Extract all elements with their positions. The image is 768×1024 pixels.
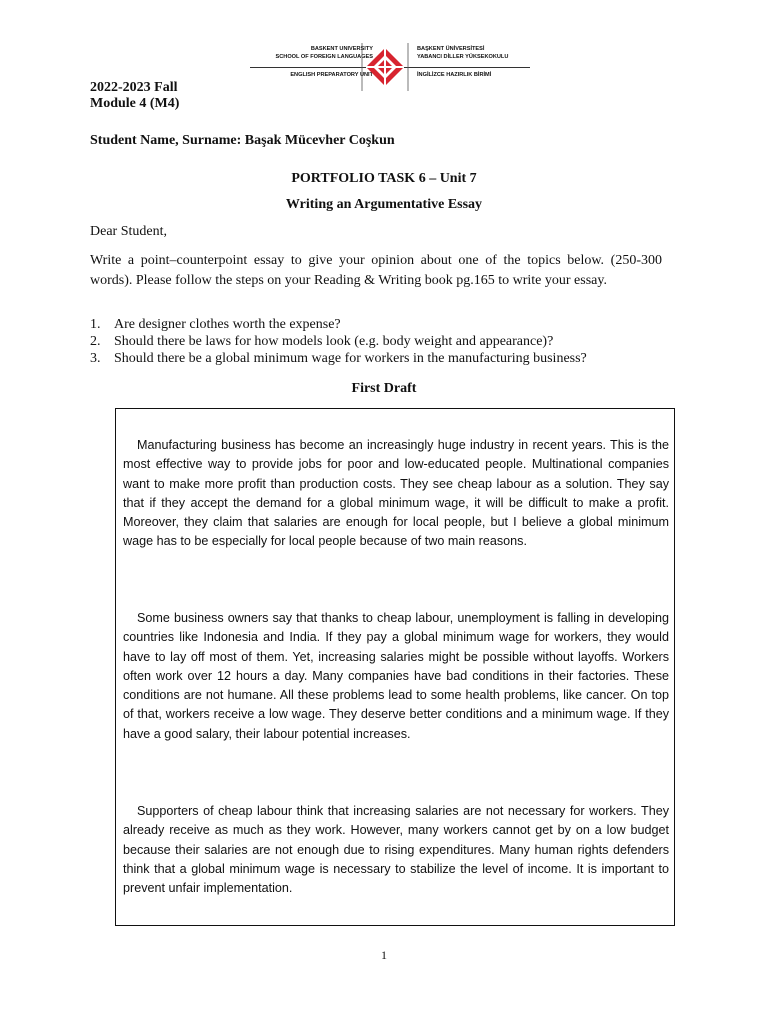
salutation: Dear Student,: [90, 224, 167, 239]
topic-text: Should there be laws for how models look (e.g. body weight and appearance)?: [114, 334, 554, 349]
topic-number: 2.: [90, 334, 101, 349]
university-name-tr: BAŞKENT ÜNİVERSİTESİ: [417, 46, 485, 52]
unit-name-en: ENGLISH PREPARATORY UNIT: [290, 72, 373, 78]
page-number: 1: [381, 948, 387, 962]
list-item: [90, 333, 680, 350]
student-name: Student Name, Surname: Başak Mücevher Coşkun: [90, 133, 395, 148]
school-name-tr: YABANCI DİLLER YÜKSEKOKULU: [417, 54, 509, 60]
topic-number: 1.: [90, 317, 101, 332]
essay-paragraph-3: Supporters of cheap labour think that increasing salaries are not necessary for workers. They already receive as much as they work. However, many workers cannot get by on a low budget because their salaries are not enough due to rising expenditures. Many human rights defenders think that a global minimum wage is necessary to stabilize the level of income. It is important to prevent unfair implementation.: [123, 804, 669, 896]
essay-paragraph-1: Manufacturing business has become an increasingly huge industry in recent years. This is the most effective way to provide jobs for poor and low-educated people. Multinational companies want to make more profit than production costs. They see cheap labour as a solution. They say that if they accept the demand for a global minimum wage, it will be difficult to make a profit. Moreover, they claim that salaries are enough for local people, but I believe a global minimum wage has to be especially for local people because of two main reasons.: [123, 438, 669, 549]
school-name-en: SCHOOL OF FOREIGN LANGUAGES: [275, 54, 373, 60]
essay-box: [115, 408, 675, 926]
university-name-en: BASKENT UNIVERSITY: [310, 46, 373, 52]
topic-number: 3.: [90, 351, 101, 366]
topic-text: Should there be a global minimum wage for workers in the manufacturing business?: [114, 351, 587, 366]
draft-title: First Draft: [351, 381, 417, 396]
topic-text: Are designer clothes worth the expense?: [114, 317, 341, 332]
task-subtitle: Writing an Argumentative Essay: [285, 197, 483, 212]
list-item: [90, 316, 680, 333]
module-label: Module 4 (M4): [90, 96, 180, 111]
unit-name-tr: İNGİLİZCE HAZIRLIK BİRİMİ: [417, 72, 492, 78]
essay-paragraph-2: Some business owners say that thanks to cheap labour, unemployment is falling in developing countries like Indonesia and India. If they pay a global minimum wage for workers, they would have to lay off most of them. Yet, increasing salaries might be possible without layoffs. Workers often work over 12 hours a day. Many companies have bad conditions in their factories. These conditions are not humane. All these problems lead to some health problems, like cancer. On top of that, workers receive a low wage. They deserve better conditions and a minimum wage. If they have a good salary, their labour potential increases.: [123, 611, 669, 741]
task-title: PORTFOLIO TASK 6 – Unit 7: [291, 171, 477, 186]
term-label: 2022-2023 Fall: [90, 80, 178, 95]
instructions: Write a point–counterpoint essay to give your opinion about one of the topics below. (250-300 words). Please follow the steps on your Reading & Writing book pg.165 to write your essay.: [90, 253, 662, 288]
university-header: [250, 42, 530, 92]
university-logo-icon: [360, 42, 410, 92]
list-item: [90, 350, 680, 367]
topic-list: [90, 316, 680, 367]
